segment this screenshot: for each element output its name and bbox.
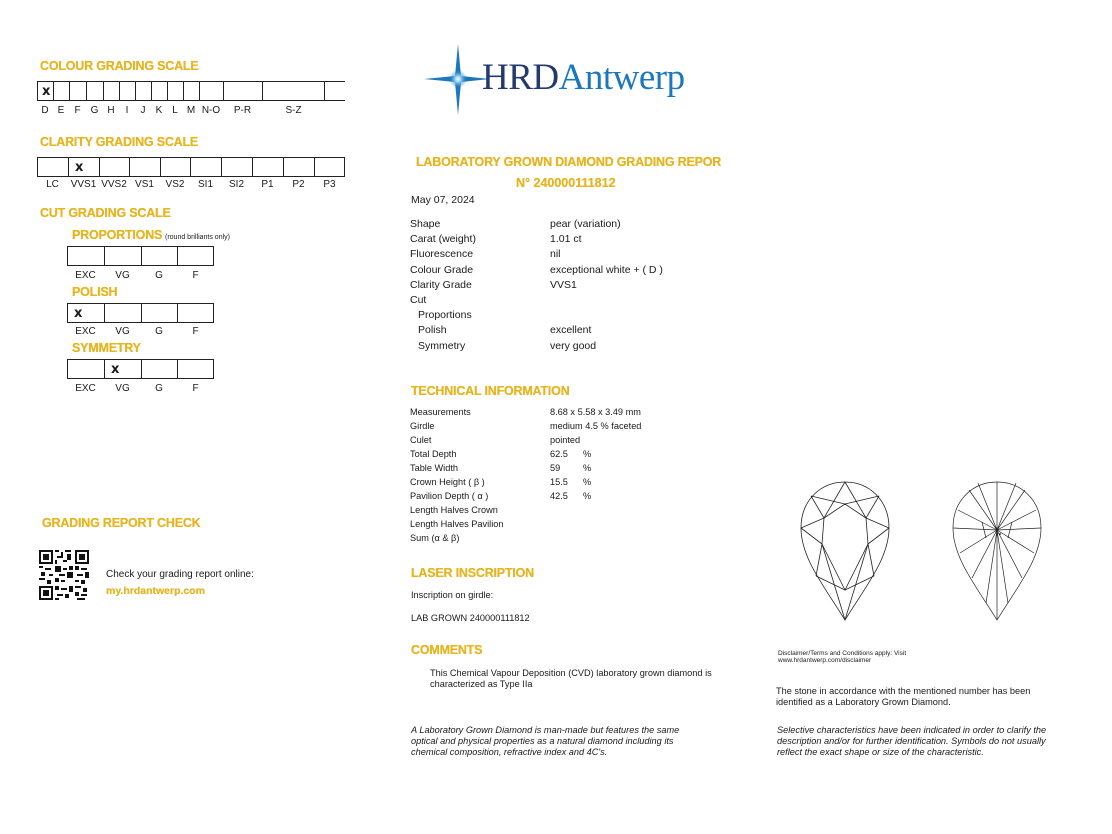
scale-label: K [155,105,163,116]
report-date: May 07, 2024 [411,194,475,206]
scale-label: F [192,326,199,337]
symmetry-boxes [67,359,214,379]
pear-pavilion-diagram [948,478,1046,623]
colour-scale-labels [37,105,345,117]
report-row [410,293,730,308]
scale-label: VG [115,270,130,281]
technical-row-label: Crown Height ( β ) [410,477,485,487]
technical-row [410,405,730,419]
report-row-label: Fluorescence [410,248,474,261]
scale-label: VG [115,383,130,394]
scale-cell [86,82,103,100]
report-row [410,278,730,293]
scale-cell [283,158,314,176]
report-row [410,217,730,232]
scale-cell [141,360,177,378]
comments-text: This Chemical Vapour Deposition (CVD) laboratory grown diamond is characterized as Type IIa [430,668,712,689]
scale-label: G [155,326,163,337]
scale-cell [67,360,104,378]
technical-row-unit: % [583,463,592,473]
comments-title: COMMENTS [411,643,483,657]
report-row [410,263,730,278]
scale-cell [167,82,183,100]
proportions-labels [67,270,214,282]
technical-table [410,405,730,545]
proportions-boxes [67,246,214,266]
scale-label: G [155,383,163,394]
polish-labels [67,326,214,338]
report-row-value: pear (variation) [550,218,621,230]
symmetry-labels [67,383,214,395]
scale-label: H [107,105,115,116]
scale-label: M [186,105,196,116]
technical-row [410,419,730,433]
colour-scale-title: COLOUR GRADING SCALE [40,59,199,73]
scale-label: LC [46,179,59,190]
technical-row-value: 8.68 x 5.58 x 3.49 mm [550,407,641,417]
report-row-label: Carat (weight) [410,233,476,246]
technical-row [410,489,730,503]
technical-row [410,433,730,447]
grade-mark: x [111,362,120,377]
disclaimer-link[interactable]: www.hrdantwerp.com/disclaimer [778,657,872,664]
report-row [410,339,730,354]
scale-label: VVS2 [101,179,127,190]
scale-cell [314,158,345,176]
scale-label: P2 [292,179,305,190]
scale-cell [262,82,325,100]
report-details-table [410,217,730,354]
technical-row-value: 59 [550,463,561,473]
technical-row-label: Measurements [410,407,471,417]
scale-label: P1 [261,179,274,190]
report-row-label: Shape [410,218,441,230]
comments-footnote: A Laboratory Grown Diamond is man-made but features the same optical and physical properties as a natural diamond including its chemical composition, refractive index and 4C's. [411,725,680,757]
scale-label: S-Z [285,105,302,116]
scale-cell [223,82,262,100]
grade-mark: x [74,306,83,321]
logo-antwerp-text: Antwerp [558,57,685,98]
scale-label: SI1 [197,179,214,190]
report-row-value: very good [550,339,597,352]
technical-row-label: Total Depth [410,449,457,459]
scale-cell [190,158,221,176]
report-row [410,323,730,338]
scale-label: D [41,105,49,116]
report-row [410,232,730,247]
scale-cell [221,158,252,176]
hrd-antwerp-logo [422,42,722,117]
laser-label: Inscription on girdle: [411,590,494,600]
report-check-title: GRADING REPORT CHECK [42,516,201,530]
colour-scale-boxes [37,81,345,101]
right-footnote: Selective characteristics have been indicated in order to clarify the description and/or for further identification. Symbols do not usually reflect the exact shape or size of the characteristic. [777,725,1047,757]
scale-label: G [90,105,99,116]
report-title: LABORATORY GROWN DIAMOND GRADING REPOR [416,155,722,169]
scale-label: N-O [201,105,221,116]
technical-row-value: 42.5 [550,491,568,501]
scale-label: EXC [75,326,96,337]
cut-scale-title: CUT GRADING SCALE [40,206,171,220]
technical-row [410,531,730,545]
scale-label: EXC [75,270,96,281]
report-check-link[interactable]: my.hrdantwerp.com [106,585,205,597]
scale-label: SI2 [228,179,245,190]
scale-cell [67,304,104,322]
report-row-label: Polish [418,324,447,337]
technical-row-label: Pavilion Depth ( α ) [410,491,489,501]
scale-cell [69,82,86,100]
report-row-label: Symmetry [418,339,466,352]
clarity-scale-boxes [37,157,345,177]
logo-hrd-text: HRD [482,57,559,98]
report-number: N° 240000111812 [516,176,616,190]
scale-cell [160,158,190,176]
report-row-label: Clarity Grade [410,278,472,291]
scale-cell [104,360,141,378]
report-row-label: Colour Grade [410,263,474,276]
technical-row-unit: % [583,491,592,501]
scale-label: VG [115,326,130,337]
scale-cell [37,82,53,100]
scale-cell [135,82,151,100]
technical-row-value: pointed [550,435,581,445]
technical-row-value: 62.5 [550,449,568,459]
technical-row [410,475,730,489]
scale-cell [68,158,99,176]
report-row [410,247,730,262]
clarity-scale-labels [37,179,345,191]
scale-label: P-R [233,105,252,116]
technical-row-label: Length Halves Crown [410,505,498,515]
scale-cell [119,82,135,100]
report-row-label: Proportions [418,309,472,322]
scale-cell [252,158,283,176]
scale-cell [129,158,160,176]
report-row [410,308,730,323]
scale-label: F [192,383,199,394]
report-row-value: nil [550,248,561,261]
laser-value: LAB GROWN 240000111812 [411,613,530,623]
grade-mark: x [42,84,51,99]
symmetry-title: SYMMETRY [72,341,141,355]
scale-cell [37,158,68,176]
scale-label: EXC [75,383,96,394]
technical-row-label: Length Halves Pavilion [410,519,504,529]
report-row-value: 1.01 ct [550,233,582,246]
scale-label: P3 [323,179,336,190]
scale-cell [67,247,104,265]
scale-cell [53,82,69,100]
technical-row-label: Table Width [410,463,458,473]
scale-label: VS2 [165,179,185,190]
scale-cell [151,82,167,100]
report-row-value: VVS1 [550,278,577,291]
technical-row [410,461,730,475]
scale-label: J [140,105,146,116]
report-row-value: exceptional white + ( D ) [550,263,663,276]
scale-label: VS1 [135,179,154,190]
technical-row-label: Culet [410,435,432,445]
technical-row-label: Sum (α & β) [410,533,460,543]
scale-cell [177,247,214,265]
technical-row [410,503,730,517]
scale-label: L [172,105,178,116]
pear-crown-diagram [796,478,894,623]
scale-cell [183,82,199,100]
scale-label: I [125,105,129,116]
proportions-note: (round brilliants only) [165,234,230,241]
polish-title: POLISH [72,285,118,299]
technical-row-label: Girdle [410,421,435,431]
scale-label: E [57,105,65,116]
identification-statement: The stone in accordance with the mentioned number has been identified as a Laboratory Grown Diamond. [776,686,1031,707]
technical-title: TECHNICAL INFORMATION [411,384,570,398]
scale-cell [141,304,177,322]
scale-cell [104,247,141,265]
scale-cell [103,82,119,100]
report-row-value: excellent [550,324,592,337]
scale-cell [141,247,177,265]
disclaimer-line-1: Disclaimer/Terms and Conditions apply: Visit [778,650,907,657]
proportions-title: PROPORTIONS [72,228,163,242]
scale-label: VVS1 [70,179,97,190]
technical-row [410,447,730,461]
laser-title: LASER INSCRIPTION [411,566,534,580]
technical-row-unit: % [583,449,592,459]
scale-cell [104,304,141,322]
technical-row-unit: % [583,477,592,487]
polish-boxes [67,303,214,323]
scale-label: F [74,105,81,116]
scale-cell [177,360,214,378]
scale-cell [99,158,129,176]
qr-code-icon[interactable] [39,550,89,600]
technical-row-value: 15.5 [550,477,568,487]
report-row-label: Cut [410,293,427,306]
report-check-text: Check your grading report online: [106,569,254,580]
scale-cell [177,304,214,322]
scale-cell [199,82,223,100]
grade-mark: x [75,160,84,175]
scale-label: G [155,270,163,281]
technical-row-value: medium 4.5 % faceted [550,421,642,431]
technical-row [410,517,730,531]
clarity-scale-title: CLARITY GRADING SCALE [40,135,199,149]
scale-label: F [192,270,199,281]
